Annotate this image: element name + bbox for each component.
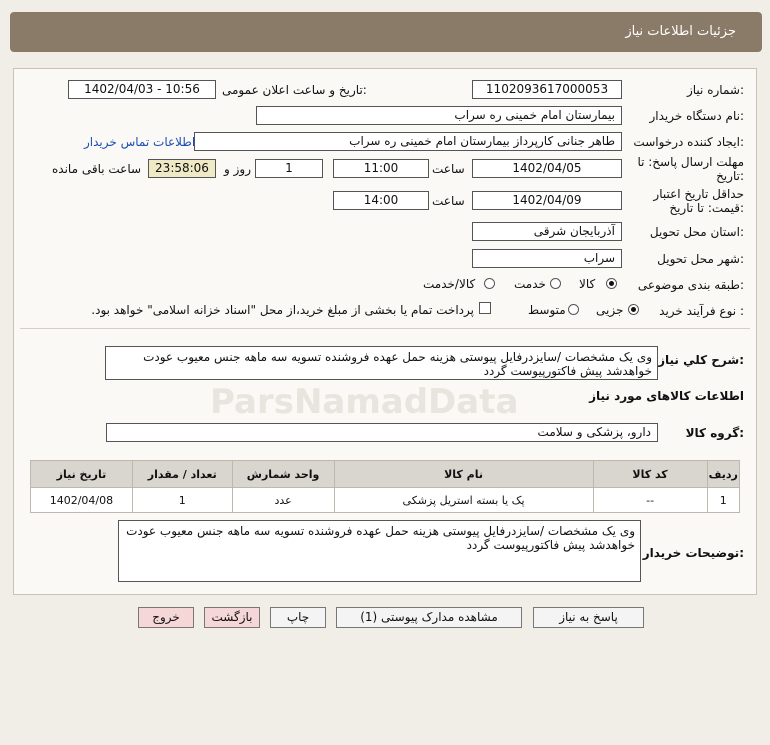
col-header-code: کد کالا xyxy=(593,461,707,488)
description-textarea: وی یک مشخصات /سایزدرفایل پیوستی هزینه حمل عهده فروشنده تسویه سه ماهه جنس معیوب عودت خواهدشد پیش فاکتورپیوست گردد xyxy=(105,346,658,380)
purchase-radio-minor[interactable] xyxy=(628,304,639,315)
buyer-notes-label: توضیحات خریدار: xyxy=(642,546,744,560)
province-field: آذربایجان شرقی xyxy=(472,222,622,241)
requester-label: ایجاد کننده درخواست: xyxy=(633,135,744,149)
purchase-option-medium: متوسط xyxy=(528,303,566,317)
province-label: استان محل تحویل: xyxy=(649,225,744,239)
col-header-unit: واحد شمارش xyxy=(232,461,334,488)
cell-unit: عدد xyxy=(232,488,334,513)
announce-field: 1402/04/03 - 10:56 xyxy=(68,80,216,99)
days-field: 1 xyxy=(255,159,323,178)
need-number-field: 1102093617000053 xyxy=(472,80,622,99)
treasury-checkbox[interactable] xyxy=(479,302,491,314)
city-label: شهر محل تحویل: xyxy=(657,252,744,266)
goods-section-title: اطلاعات کالاهای مورد نیاز xyxy=(589,389,744,403)
divider xyxy=(20,328,750,329)
purchase-radio-medium[interactable] xyxy=(568,304,579,315)
goods-group-label: گروه کالا: xyxy=(685,426,744,440)
print-button[interactable]: چاپ xyxy=(270,607,326,628)
page-header xyxy=(10,12,762,52)
col-header-qty: تعداد / مقدار xyxy=(132,461,232,488)
goods-group-field: دارو، پزشکی و سلامت xyxy=(106,423,658,442)
buyer-org-label: نام دستگاه خریدار: xyxy=(649,109,744,123)
back-button[interactable]: بازگشت xyxy=(204,607,260,628)
validity-date-field: 1402/04/09 xyxy=(472,191,622,210)
buyer-org-field: بیمارستان امام خمینی ره سراب xyxy=(256,106,622,125)
attachments-button[interactable]: مشاهده مدارک پیوستی (1) xyxy=(336,607,522,628)
validity-label: حداقل تاریخ اعتبار قیمت: تا تاریخ: xyxy=(653,187,744,215)
deadline-time-label: ساعت xyxy=(432,162,465,176)
cell-qty: 1 xyxy=(132,488,232,513)
category-radio-both[interactable] xyxy=(484,278,495,289)
validity-time-field: 14:00 xyxy=(333,191,429,210)
deadline-time-field: 11:00 xyxy=(333,159,429,178)
buyer-contact-link[interactable]: اطلاعات تماس خریدار xyxy=(84,135,196,149)
table-row[interactable] xyxy=(31,488,740,513)
category-option-goods: کالا xyxy=(579,277,596,291)
purchase-type-label: نوع فرآیند خرید : xyxy=(659,304,744,318)
deadline-label: مهلت ارسال پاسخ: تا تاریخ: xyxy=(637,155,744,183)
items-table xyxy=(30,460,740,513)
cell-name: پک یا بسته استریل پزشکی xyxy=(334,488,593,513)
treasury-note: پرداخت تمام یا بخشی از مبلغ خرید،از محل "اسناد خزانه اسلامی" خواهد بود. xyxy=(91,303,474,317)
city-field: سراب xyxy=(472,249,622,268)
cell-date: 1402/04/08 xyxy=(31,488,133,513)
announce-label: تاریخ و ساعت اعلان عمومی: xyxy=(222,83,367,97)
cell-row-number: 1 xyxy=(707,488,739,513)
category-option-both: کالا/خدمت xyxy=(423,277,476,291)
table-header-row xyxy=(31,461,740,488)
need-number-label: شماره نیاز: xyxy=(686,83,744,97)
category-option-service: خدمت xyxy=(514,277,546,291)
category-radio-goods[interactable] xyxy=(606,278,617,289)
cell-code: -- xyxy=(593,488,707,513)
reply-button[interactable]: پاسخ به نیاز xyxy=(533,607,644,628)
col-header-name: نام کالا xyxy=(334,461,593,488)
watermark-text: ParsNamadData xyxy=(210,382,519,422)
buyer-notes-textarea: وی یک مشخصات /سایزدرفایل پیوستی هزینه حمل عهده فروشنده تسویه سه ماهه جنس معیوب عودت خواهدشد پیش فاکتورپیوست گردد xyxy=(118,520,641,582)
col-header-row: ردیف xyxy=(707,461,739,488)
description-label: شرح کلي نياز: xyxy=(658,353,744,367)
deadline-date-field: 1402/04/05 xyxy=(472,159,622,178)
category-radio-service[interactable] xyxy=(550,278,561,289)
remaining-time-field: 23:58:06 xyxy=(148,159,216,178)
validity-time-label: ساعت xyxy=(432,194,465,208)
page-title: جزئیات اطلاعات نیاز xyxy=(625,24,736,39)
days-label: روز و xyxy=(224,162,251,176)
purchase-option-minor: جزیی xyxy=(596,303,624,317)
remaining-label: ساعت باقی مانده xyxy=(52,162,142,176)
category-label: طبقه بندی موضوعی: xyxy=(637,278,744,292)
exit-button[interactable]: خروج xyxy=(138,607,194,628)
col-header-date: تاریخ نیاز xyxy=(31,461,133,488)
requester-field: طاهر جنانی کارپرداز بیمارستان امام خمینی ره سراب xyxy=(194,132,622,151)
